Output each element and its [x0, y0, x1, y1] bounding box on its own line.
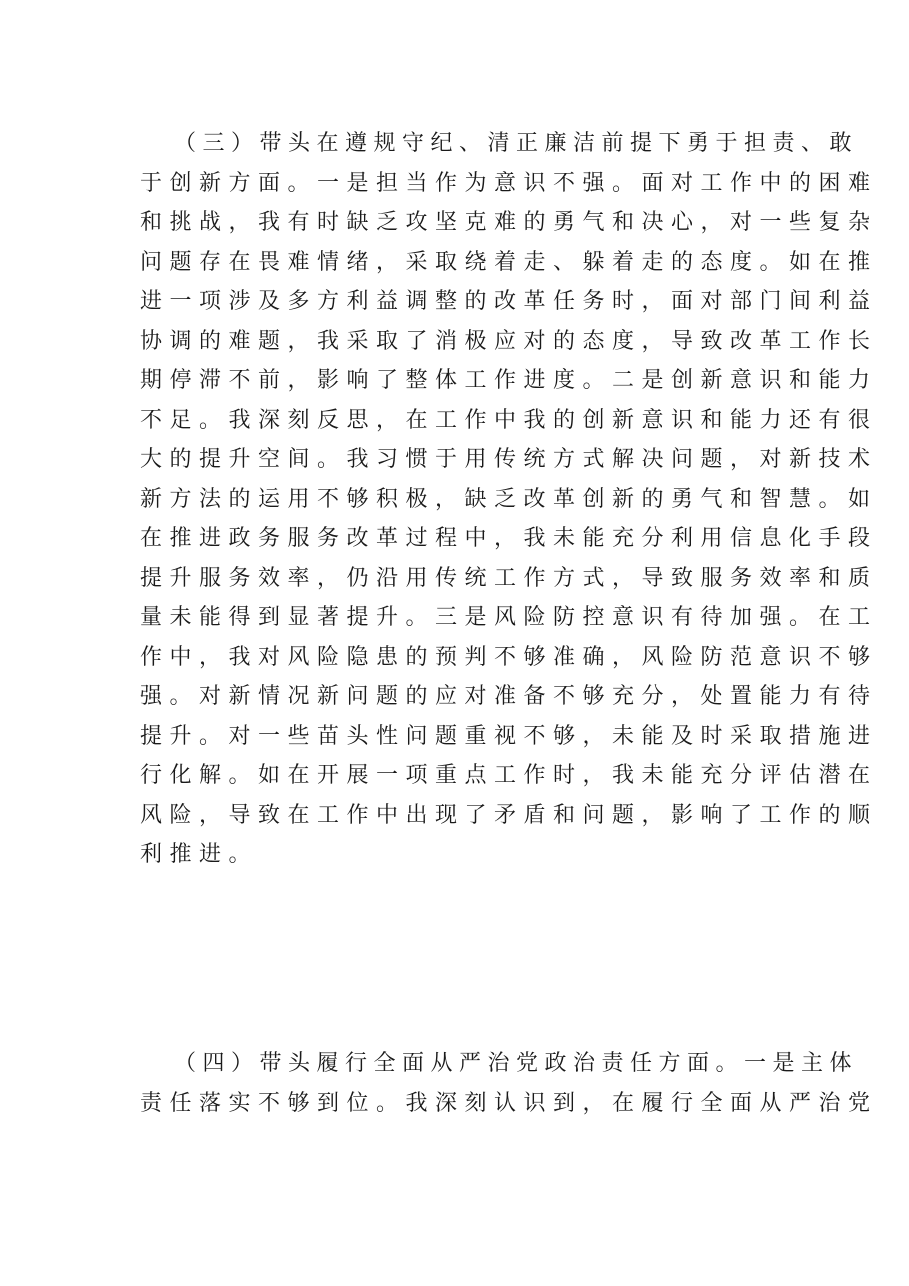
text-line: 于创新方面。一是担当作为意识不强。面对工作中的困难 [140, 170, 878, 196]
text-line: 和挑战，我有时缺乏攻坚克难的勇气和决心，对一些复杂 [140, 210, 878, 235]
text-line: 强。对新情况新问题的应对准备不够充分，处置能力有待 [140, 684, 878, 709]
text-line: 大的提升空间。我习惯于用传统方式解决问题，对新技术 [140, 447, 878, 472]
text-line: 进一项涉及多方利益调整的改革任务时，面对部门间利益 [140, 289, 878, 314]
text-line: 提升。对一些苗头性问题重视不够，未能及时采取措施进 [140, 723, 878, 749]
paragraph-section-three [140, 124, 878, 875]
text-line: 问题存在畏难情绪，采取绕着走、躲着走的态度。如在推 [140, 249, 878, 275]
text-line: 协调的难题，我采取了消极应对的态度，导致改革工作长 [140, 328, 878, 354]
text-line: 在推进政务服务改革过程中，我未能充分利用信息化手段 [140, 526, 878, 551]
text-line: 提升服务效率，仍沿用传统工作方式，导致服务效率和质 [140, 565, 878, 591]
text-line: 责任落实不够到位。我深刻认识到，在履行全面从严治党 [140, 1090, 878, 1116]
text-line: （四）带头履行全面从严治党政治责任方面。一是主体 [174, 1051, 859, 1076]
text-line: 行化解。如在开展一项重点工作时，我未能充分评估潜在 [140, 763, 878, 788]
text-line: 新方法的运用不够积极，缺乏改革创新的勇气和智慧。如 [140, 486, 878, 512]
text-line: 利推进。 [140, 842, 259, 867]
text-line: 作中，我对风险隐患的预判不够准确，风险防范意识不够 [140, 644, 878, 670]
text-line: （三）带头在遵规守纪、清正廉洁前提下勇于担责、敢 [174, 131, 859, 156]
text-line: 期停滞不前，影响了整体工作进度。二是创新意识和能力 [140, 368, 878, 393]
text-line: 不足。我深刻反思，在工作中我的创新意识和能力还有很 [140, 407, 878, 433]
text-line: 量未能得到显著提升。三是风险防控意识有待加强。在工 [140, 605, 878, 630]
text-line: 风险，导致在工作中出现了矛盾和问题，影响了工作的顺 [140, 802, 878, 828]
paragraph-section-four [140, 1044, 878, 1123]
